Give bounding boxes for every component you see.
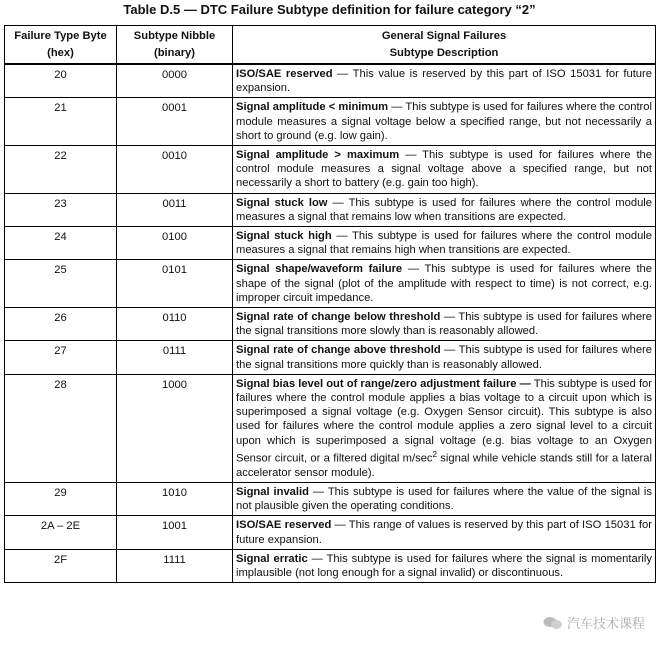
subtype-name: Signal amplitude > maximum — [236, 149, 400, 162]
subtype-nibble-cell: 0000 — [117, 64, 233, 98]
subtype-description-text: — This subtype is used for failures where the control module measures a signal that remains low when transitions are expected. — [236, 196, 652, 223]
header-subtype-nibble: Subtype Nibble (binary) — [117, 26, 233, 65]
subtype-nibble-cell: 1000 — [117, 374, 233, 482]
table-row — [5, 64, 656, 98]
failure-type-byte-cell: 20 — [5, 64, 117, 98]
subtype-nibble-cell: 0101 — [117, 260, 233, 308]
subtype-description-cell — [233, 374, 656, 482]
subtype-description-text: — This subtype is used for failures where the control module measures a signal that remains high when transitions are expected. — [236, 230, 652, 257]
subtype-description-text: — This value is reserved by this part of ISO 15031 for future expansion. — [236, 68, 652, 95]
subtype-description-text: — This range of values is reserved by this part of ISO 15031 for future expansion. — [236, 519, 652, 546]
subtype-nibble-cell: 0111 — [117, 341, 233, 374]
subtype-name: Signal amplitude < minimum — [236, 101, 389, 114]
table-row — [5, 193, 656, 226]
table-row — [5, 308, 656, 341]
subtype-description-cell — [233, 98, 656, 146]
failure-type-byte-cell: 2F — [5, 549, 117, 582]
subtype-name: Signal shape/waveform failure — [236, 263, 403, 276]
watermark — [543, 613, 645, 632]
subtype-description-text: — This subtype is used for failures where the shape of the signal (plot of the amplitude with respect to time) is not correct, e.g. improper circuit impedance. — [236, 263, 652, 304]
watermark-text: 汽车技术课程 — [566, 616, 645, 631]
table-row — [5, 227, 656, 260]
table-row — [5, 146, 656, 194]
dtc-failure-subtype-table — [4, 25, 656, 583]
subtype-description-text: — This subtype is used for failures where the value of the signal is not plausible given the operating conditions. — [236, 486, 652, 513]
failure-type-byte-cell: 23 — [5, 193, 117, 226]
subtype-description-text: — This subtype is used for failures where the signal transitions more slowly than is reasonably allowed. — [236, 311, 652, 338]
failure-type-byte-cell: 27 — [5, 341, 117, 374]
failure-type-byte-cell: 2A – 2E — [5, 516, 117, 549]
subtype-description-cell — [233, 260, 656, 308]
failure-type-byte-cell: 24 — [5, 227, 117, 260]
subtype-nibble-cell: 0100 — [117, 227, 233, 260]
subtype-description-text: This subtype is used for failures where the control module applies a bias voltage to a circuit upon which is superimposed a signal voltage (e.g. Oxygen Sensor circuit). This subtype is also used for failures where the control module applies a zero signal level to a circuit upon which is superimposed a signal voltage (e.g. bias voltage to an Oxygen Sensor circuit, or a filtered digital m/sec — [236, 377, 652, 465]
subtype-name: Signal bias level out of range/zero adjustment failure — — [236, 377, 531, 390]
failure-type-byte-cell: 21 — [5, 98, 117, 146]
table-row — [5, 516, 656, 549]
subtype-description-text: — This subtype is used for failures where the signal transitions more quickly than is reasonably allowed. — [236, 344, 652, 371]
table-row — [5, 374, 656, 482]
subtype-nibble-cell: 0010 — [117, 146, 233, 194]
subtype-description-cell — [233, 516, 656, 549]
table-row — [5, 98, 656, 146]
subtype-description-cell — [233, 227, 656, 260]
subtype-nibble-cell: 0110 — [117, 308, 233, 341]
failure-type-byte-cell: 22 — [5, 146, 117, 194]
table-header-row — [5, 26, 656, 65]
subtype-description-cell — [233, 64, 656, 98]
subtype-name: ISO/SAE reserved — [236, 519, 332, 532]
subtype-description-text: — This subtype is used for failures where the control module measures a signal voltage above a specified range, but not necessarily a short to battery (e.g. gain too high). — [236, 149, 652, 190]
failure-type-byte-cell: 25 — [5, 260, 117, 308]
subtype-nibble-cell: 1001 — [117, 516, 233, 549]
subtype-name: ISO/SAE reserved — [236, 68, 333, 80]
failure-type-byte-cell: 29 — [5, 483, 117, 516]
subtype-nibble-cell: 0011 — [117, 193, 233, 226]
subtype-name: Signal rate of change below threshold — [236, 311, 441, 324]
subtype-description-cell — [233, 193, 656, 226]
subtype-nibble-cell: 0001 — [117, 98, 233, 146]
superscript: 2 — [432, 449, 437, 459]
failure-type-byte-cell: 26 — [5, 308, 117, 341]
subtype-description-text-cont: signal while vehicle stands still for a lateral accelerator sensor module). — [236, 452, 652, 479]
wechat-icon — [543, 616, 563, 630]
table-row — [5, 341, 656, 374]
subtype-description-cell — [233, 483, 656, 516]
subtype-description-text: — This subtype is used for failures where the signal is momentarily implausible (not long enough for a signal invalid) or discontinuous. — [236, 552, 652, 580]
subtype-description-cell — [233, 341, 656, 374]
failure-type-byte-cell: 28 — [5, 374, 117, 482]
subtype-description-cell — [233, 146, 656, 194]
header-failure-type-byte: Failure Type Byte (hex) — [5, 26, 117, 65]
table-title: Table D.5 — DTC Failure Subtype definition for failure category “2” — [123, 2, 536, 17]
subtype-description-cell — [233, 549, 656, 582]
table-row — [5, 549, 656, 582]
subtype-description-text: — This subtype is used for failures where the control module measures a signal voltage below a specified range, but not necessarily a short to ground (e.g. low gain). — [236, 101, 652, 142]
table-row — [5, 260, 656, 308]
header-description: General Signal Failures Subtype Description — [233, 26, 656, 65]
subtype-name: Signal rate of change above threshold — [236, 344, 441, 357]
table-row — [5, 483, 656, 516]
subtype-description-cell — [233, 308, 656, 341]
subtype-name: Signal erratic — [236, 552, 308, 565]
subtype-name: Signal stuck high — [236, 230, 332, 243]
subtype-nibble-cell: 1111 — [117, 549, 233, 582]
subtype-name: Signal invalid — [236, 486, 309, 499]
subtype-name: Signal stuck low — [236, 196, 328, 209]
subtype-nibble-cell: 1010 — [117, 483, 233, 516]
